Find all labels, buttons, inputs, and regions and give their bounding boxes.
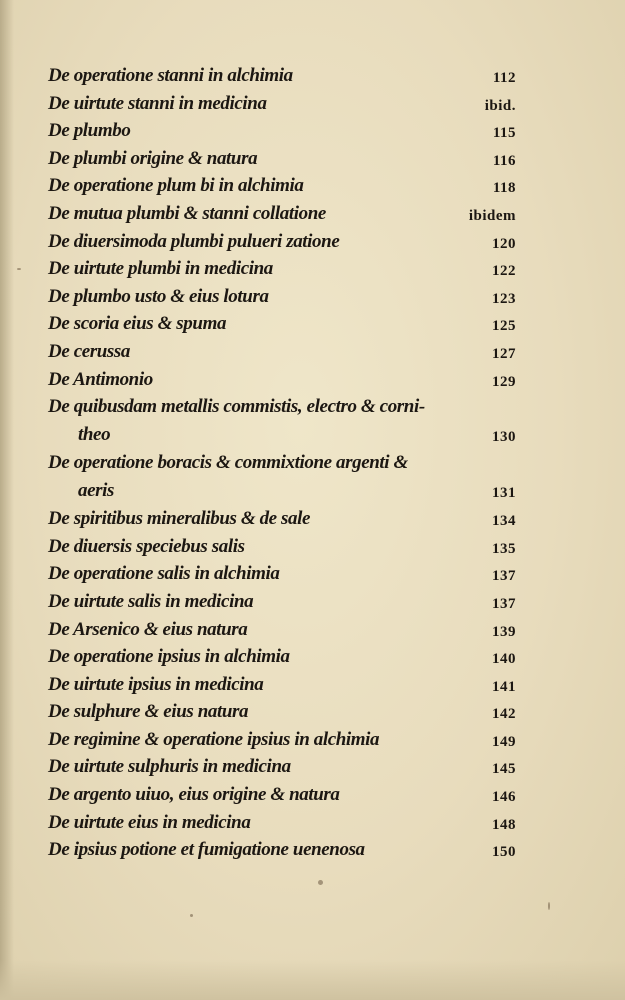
toc-entry: De operatione stanni in alchimia 112 — [48, 62, 518, 90]
page-number: 123 — [492, 290, 516, 307]
toc-entry: De operatione salis in alchimia 137 — [48, 560, 518, 588]
page-number: 120 — [492, 235, 516, 252]
page-number: 146 — [492, 789, 516, 806]
toc-entry: De uirtute ipsius in medicina 141 — [48, 671, 518, 699]
page-number: 148 — [492, 816, 516, 833]
toc-entry: De cerussa 127 — [48, 338, 518, 366]
toc-entry: De sulphure & eius natura 142 — [48, 698, 518, 726]
page-number: 142 — [492, 706, 516, 723]
page-number: 139 — [492, 623, 516, 640]
toc-entry: De uirtute eius in medicina 148 — [48, 809, 518, 837]
page-number: 118 — [492, 180, 516, 197]
page-number: ibid. — [484, 97, 516, 114]
page-number: 141 — [492, 678, 516, 695]
toc-entry: De operatione plum bi in alchimia 118 — [48, 172, 518, 200]
paper-speck — [318, 880, 323, 885]
page-number: 134 — [492, 513, 516, 530]
page-edge-shadow — [0, 0, 14, 1000]
toc-entry: De ipsius potione et fumigatione uenenosa 150 — [48, 836, 518, 864]
toc-entry: De diuersimoda plumbi pulueri zatione 120 — [48, 228, 518, 256]
toc-entry: De uirtute sulphuris in medicina 145 — [48, 753, 518, 781]
toc-entry: De spiritibus mineralibus & de sale 134 — [48, 505, 518, 533]
toc-entry: De Arsenico & eius natura 139 — [48, 616, 518, 644]
toc-entry: De plumbo 115 — [48, 117, 518, 145]
page-number: 137 — [492, 568, 516, 585]
toc-entry: De operatione boracis & commixtione argenti & aeris 131 — [48, 449, 518, 505]
toc-entry: De regimine & operatione ipsius in alchimia 149 — [48, 726, 518, 754]
page-number: 135 — [492, 540, 516, 557]
page-number: 129 — [492, 373, 516, 390]
page-number: ibidem — [468, 207, 516, 224]
page-number: 112 — [492, 70, 516, 86]
toc-entry: De uirtute stanni in medicina ibid. — [48, 90, 518, 118]
page-bottom-shadow — [0, 960, 625, 1000]
page-number: 127 — [492, 345, 516, 362]
page-number: 150 — [492, 844, 516, 861]
toc-entry: De mutua plumbi & stanni collatione ibidem — [48, 200, 518, 228]
toc-entry: De plumbo usto & eius lotura 123 — [48, 283, 518, 311]
paper-speck — [17, 268, 21, 270]
toc-entry: De diuersis speciebus salis 135 — [48, 533, 518, 561]
page-number: 116 — [492, 152, 516, 169]
paper-speck — [190, 914, 193, 917]
page-number: 125 — [492, 318, 516, 335]
toc-entry: De quibusdam metallis commistis, electro & corni- theo 130 — [48, 393, 518, 449]
toc-entry: De uirtute plumbi in medicina 122 — [48, 255, 518, 283]
page-number: 140 — [492, 651, 516, 668]
page-number: 137 — [492, 595, 516, 612]
toc-entry: De uirtute salis in medicina 137 — [48, 588, 518, 616]
page-number: 131 — [492, 485, 516, 502]
toc-entry: De scoria eius & spuma 125 — [48, 310, 518, 338]
page-number: 130 — [492, 429, 516, 446]
page-number: 145 — [492, 761, 516, 778]
page-number: 149 — [492, 733, 516, 750]
toc-entry: De operatione ipsius in alchimia 140 — [48, 643, 518, 671]
toc-entry: De plumbi origine & natura 116 — [48, 145, 518, 173]
page-number: 122 — [492, 263, 516, 280]
paper-speck — [548, 902, 550, 910]
toc-entry: De argento uiuo, eius origine & natura 146 — [48, 781, 518, 809]
page-number: 115 — [492, 125, 516, 142]
toc-entry: De Antimonio 129 — [48, 366, 518, 394]
table-of-contents — [48, 62, 518, 864]
